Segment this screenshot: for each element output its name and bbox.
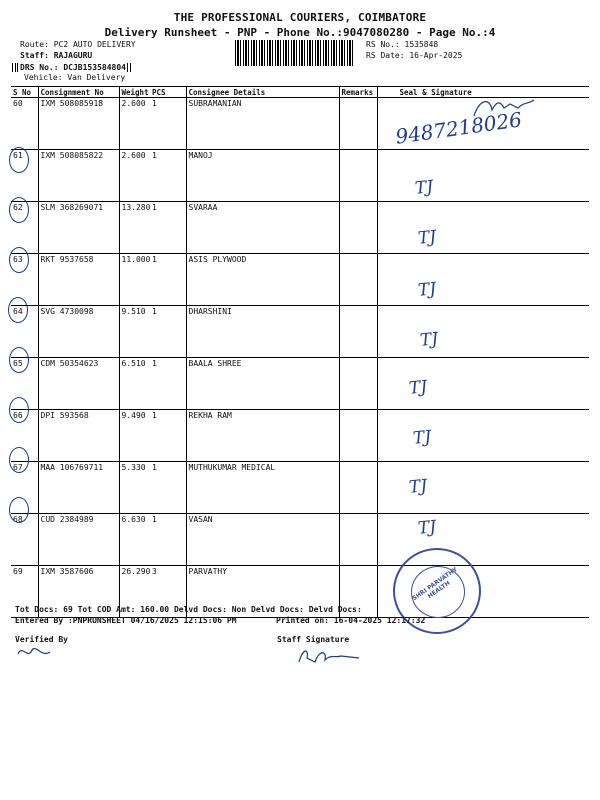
handwritten-initials: TJ	[417, 227, 438, 249]
cell-sno: 64	[11, 306, 38, 358]
cell-weight: 26.290	[119, 566, 150, 618]
cell-weight: 11.000	[119, 254, 150, 306]
cell-remarks	[339, 306, 377, 358]
handwritten-circle	[9, 397, 29, 423]
entered-by: Entered By :PNPRUNSHEET 04/16/2025 12:15:06 PM	[15, 616, 237, 625]
cell-weight: 6.630	[119, 514, 150, 566]
handwritten-circle	[9, 347, 29, 373]
cell-remarks	[339, 462, 377, 514]
cell-pcs: 1	[150, 150, 186, 202]
cell-pcs: 1	[150, 358, 186, 410]
cell-consignment: SVG 4730098	[38, 306, 119, 358]
handwritten-initials: TJ	[414, 177, 435, 199]
cell-pcs: 3	[150, 566, 186, 618]
cell-sno: 65	[11, 358, 38, 410]
cell-remarks	[339, 410, 377, 462]
staff-text: Staff: RAJAGURU	[20, 51, 93, 60]
cell-sno: 69	[11, 566, 38, 618]
cell-weight: 9.490	[119, 410, 150, 462]
runsheet-subtitle: Delivery Runsheet - PNP - Phone No.:9047080280 - Page No.:4	[104, 26, 496, 39]
cell-consignee: ASIS PLYWOOD	[186, 254, 339, 306]
cell-remarks	[339, 202, 377, 254]
cell-consignee: MUTHUKUMAR MEDICAL	[186, 462, 339, 514]
handwritten-initials: TJ	[417, 279, 438, 301]
cell-weight: 2.600	[119, 98, 150, 150]
table-row	[11, 410, 589, 462]
cell-signature	[377, 254, 589, 306]
rs-date: RS Date: 16-Apr-2025	[366, 51, 463, 60]
cell-consignment: IXM 3587606	[38, 566, 119, 618]
cell-consignment: IXM 508085918	[38, 98, 119, 150]
handwritten-circle	[9, 247, 29, 273]
cell-sno: 68	[11, 514, 38, 566]
cell-remarks	[339, 514, 377, 566]
cell-sno: 60	[11, 98, 38, 150]
cell-consignee: DHARSHINI	[186, 306, 339, 358]
cell-consignee: SUBRAMANIAN	[186, 98, 339, 150]
handwritten-circle	[8, 297, 28, 323]
cell-remarks	[339, 254, 377, 306]
cell-consignment: DPI 593568	[38, 410, 119, 462]
handwritten-phone: 9487218026	[393, 107, 524, 149]
cell-consignee: PARVATHY	[186, 566, 339, 618]
cell-signature	[377, 306, 589, 358]
cell-consignee: SVARAA	[186, 202, 339, 254]
runsheet-table	[11, 86, 589, 618]
table-row	[11, 150, 589, 202]
handwritten-circle	[9, 497, 29, 523]
company-title: THE PROFESSIONAL COURIERS, COIMBATORE	[173, 11, 427, 24]
handwritten-circle	[9, 147, 29, 173]
cell-signature	[377, 410, 589, 462]
handwritten-circle	[9, 197, 29, 223]
cell-sno: 62	[11, 202, 38, 254]
cell-pcs: 1	[150, 462, 186, 514]
cell-remarks	[339, 358, 377, 410]
vehicle-text: Vehicle: Van Delivery	[24, 73, 126, 82]
col-weight: Weight	[119, 87, 150, 98]
cell-pcs: 1	[150, 514, 186, 566]
cell-consignment: SLM 368269071	[38, 202, 119, 254]
cell-weight: 5.330	[119, 462, 150, 514]
handwritten-circle	[9, 447, 29, 473]
cell-weight: 2.600	[119, 150, 150, 202]
table-row	[11, 462, 589, 514]
cell-weight: 6.510	[119, 358, 150, 410]
cell-sno: 63	[11, 254, 38, 306]
cell-signature	[377, 202, 589, 254]
col-sno: S No	[11, 87, 38, 98]
verifier-signature	[14, 640, 54, 662]
cell-pcs: 1	[150, 202, 186, 254]
cell-consignment: RKT 9537658	[38, 254, 119, 306]
cell-consignment: IXM 508085822	[38, 150, 119, 202]
handwritten-initials: TJ	[412, 427, 433, 449]
totals-line: Tot Docs: 69 Tot COD Amt: 160.00 Delvd Docs: Non Delvd Docs: Delvd Docs:	[15, 605, 362, 614]
cell-pcs: 1	[150, 410, 186, 462]
handwritten-initials: TJ	[408, 377, 429, 399]
route-text: Route: PC2 AUTO DELIVERY	[20, 40, 136, 49]
staff-signature-label: Staff Signature	[277, 635, 350, 644]
table-row	[11, 254, 589, 306]
col-consignee: Consignee Details	[186, 87, 339, 98]
table-row	[11, 202, 589, 254]
table-row	[11, 514, 589, 566]
table-row	[11, 358, 589, 410]
cell-sno: 67	[11, 462, 38, 514]
cell-pcs: 1	[150, 98, 186, 150]
handwritten-initials: TJ	[419, 329, 440, 351]
cell-consignment: CDM 50354623	[38, 358, 119, 410]
staff-signature	[295, 644, 365, 668]
cell-pcs: 1	[150, 306, 186, 358]
cell-consignee: REKHA RAM	[186, 410, 339, 462]
cell-consignee: VASAN	[186, 514, 339, 566]
col-remarks: Remarks	[339, 87, 377, 98]
runsheet-barcode	[235, 40, 355, 66]
cell-consignment: MAA 106769711	[38, 462, 119, 514]
cell-sno: 61	[11, 150, 38, 202]
cell-weight: 13.280	[119, 202, 150, 254]
cell-signature	[377, 150, 589, 202]
col-consignment: Consignment No	[38, 87, 119, 98]
verified-by-label: Verified By	[15, 635, 68, 644]
col-seal-signature: Seal & Signature	[377, 87, 589, 98]
rs-number: RS No.: 1535848	[366, 40, 439, 49]
cell-pcs: 1	[150, 254, 186, 306]
col-pcs: PCS	[150, 87, 186, 98]
cell-remarks	[339, 150, 377, 202]
cell-consignee: MANOJ	[186, 150, 339, 202]
cell-consignment: CUD 2384989	[38, 514, 119, 566]
cell-weight: 9.510	[119, 306, 150, 358]
table-row	[11, 306, 589, 358]
handwritten-initials: TJ	[417, 517, 438, 539]
cell-consignee: BAALA SHREE	[186, 358, 339, 410]
printed-on: Printed on: 16-04-2025 12:17:32	[276, 616, 426, 625]
cell-sno: 66	[11, 410, 38, 462]
drs-number: DRS No.: DCJB153584804	[20, 63, 126, 72]
handwritten-initials: TJ	[408, 476, 429, 498]
cell-remarks	[339, 98, 377, 150]
stamp-text: SHRI PARVATHY HEALTH	[411, 565, 459, 603]
